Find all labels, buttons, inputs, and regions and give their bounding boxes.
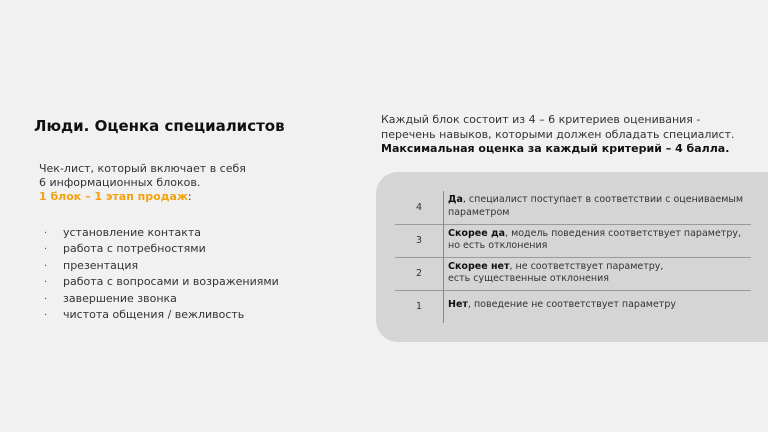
- bullet-icon: ·: [44, 260, 48, 272]
- list-item: [44, 258, 279, 274]
- list-item: [44, 274, 279, 290]
- table-row: [395, 257, 751, 290]
- score-description: [444, 257, 752, 290]
- table-row: [395, 290, 751, 323]
- criteria-description: [381, 113, 735, 157]
- score-description-line-1: [448, 261, 751, 274]
- score-cell: 3: [395, 224, 444, 257]
- score-term: Нет: [448, 298, 468, 310]
- list-item: [44, 291, 279, 307]
- scoring-scale-table: [395, 191, 751, 323]
- criteria-desc-line-1: Каждый блок состоит из 4 – 6 критериев оценивания -: [381, 113, 701, 126]
- score-term: Скорее нет: [448, 260, 510, 272]
- list-item: [44, 307, 279, 323]
- list-item-label: чистота общения / вежливость: [63, 308, 245, 322]
- max-score-note: Максимальная оценка за каждый критерий – 4 балла.: [381, 142, 730, 155]
- score-description-text: , специалист поступает в соответствии с оцениваемым: [462, 194, 744, 205]
- criteria-desc-line-2: перечень навыков, которыми должен обладать специалист.: [381, 127, 735, 141]
- list-item-label: презентация: [63, 258, 139, 272]
- table-row: [395, 191, 751, 224]
- checklist-intro: [39, 162, 246, 204]
- scoring-scale-card: [376, 172, 768, 342]
- list-item: [44, 241, 279, 257]
- intro-accent-line: [39, 190, 246, 204]
- score-description-line-1: [448, 194, 751, 207]
- list-item-label: установление контакта: [63, 226, 202, 239]
- score-description-text: , не соответствует параметру,: [509, 260, 664, 272]
- score-term: Скорее да: [448, 227, 506, 239]
- score-cell: 1: [395, 290, 444, 323]
- bullet-icon: ·: [44, 293, 48, 305]
- bullet-icon: ·: [44, 277, 48, 289]
- score-description: [444, 290, 752, 323]
- intro-accent-text: 1 блок – 1 этап продаж: [39, 190, 188, 203]
- score-cell: 4: [395, 191, 444, 224]
- score-description-text: , модель поведения соответствует параметру,: [505, 227, 741, 239]
- intro-accent-colon: :: [187, 190, 192, 203]
- bullet-icon: ·: [44, 228, 48, 239]
- score-description-line-2: есть существенные отклонения: [448, 273, 609, 284]
- list-item-label: завершение звонка: [63, 291, 177, 305]
- score-cell: 2: [395, 257, 444, 290]
- sales-stages-list: [44, 225, 279, 323]
- score-description-line-2: но есть отклонения: [448, 240, 548, 251]
- score-description-line-2: параметром: [448, 206, 510, 218]
- score-term: Да: [448, 194, 463, 205]
- score-description: [444, 224, 752, 257]
- score-description-line-1: [448, 299, 751, 312]
- list-item-label: работа с вопросами и возражениями: [63, 275, 279, 289]
- list-item: [44, 225, 279, 241]
- bullet-icon: ·: [44, 244, 48, 256]
- score-description-text: , поведение не соответствует параметру: [467, 298, 676, 310]
- score-description-line-1: [448, 228, 751, 241]
- bullet-icon: ·: [44, 310, 48, 322]
- table-row: [395, 224, 751, 257]
- score-description: [444, 191, 752, 224]
- slide-title: Люди. Оценка специалистов: [34, 117, 285, 135]
- intro-line-1: Чек-лист, который включает в себя: [39, 162, 246, 175]
- intro-line-2: 6 информационных блоков.: [39, 176, 201, 189]
- list-item-label: работа с потребностями: [63, 242, 206, 256]
